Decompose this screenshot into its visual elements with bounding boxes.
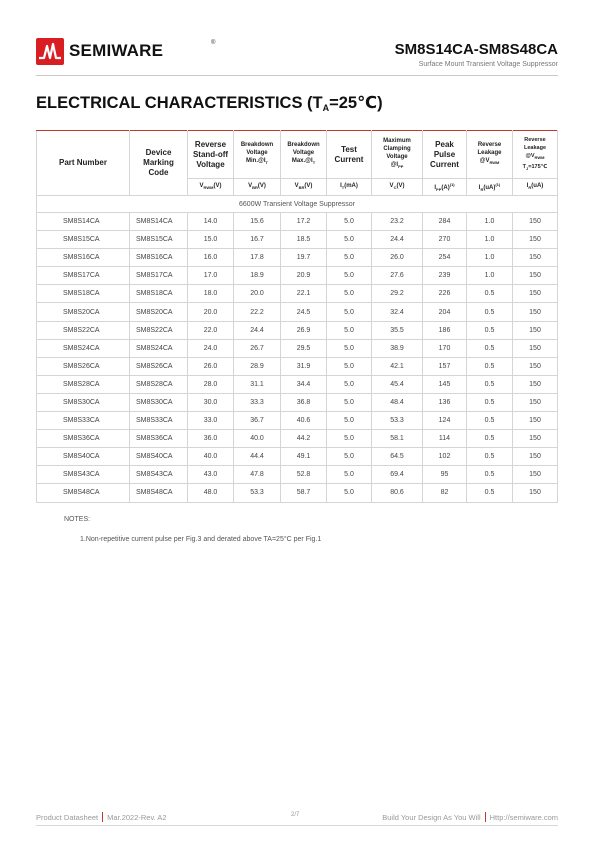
- cell-vbr-max: 24.5: [281, 303, 327, 321]
- cell-part-number: SM8S40CA: [37, 448, 130, 466]
- cell-marking-code: SM8S20CA: [130, 303, 188, 321]
- footer-website-link[interactable]: Http://semiware.com: [489, 813, 558, 822]
- cell-vbr-max: 36.8: [281, 393, 327, 411]
- document-subtitle: Surface Mount Transient Voltage Suppressor: [418, 61, 558, 68]
- table-row: [37, 339, 558, 357]
- col-breakdown-max: Breakdown Voltage $Max.@I_T$: [281, 131, 327, 179]
- cell-it: 5.0: [327, 213, 372, 231]
- cell-marking-code: SM8S33CA: [130, 412, 188, 430]
- table-row: [37, 249, 558, 267]
- cell-ipp: 254: [423, 249, 467, 267]
- unit-it: $I_T(mA)$: [327, 179, 372, 196]
- footer-separator: [485, 812, 486, 822]
- cell-vrwm: 36.0: [188, 430, 234, 448]
- document-title: SM8S14CA-SM8S48CA: [394, 41, 558, 58]
- cell-vbr-min: 15.6: [234, 213, 281, 231]
- cell-it: 5.0: [327, 339, 372, 357]
- cell-ir: 0.5: [467, 466, 513, 484]
- cell-part-number: SM8S36CA: [37, 430, 130, 448]
- cell-ipp: 157: [423, 357, 467, 375]
- cell-ir-hot: 150: [513, 285, 558, 303]
- table-row: [37, 321, 558, 339]
- cell-vc: 24.4: [372, 231, 423, 249]
- cell-vc: 53.3: [372, 412, 423, 430]
- cell-ipp: 136: [423, 393, 467, 411]
- cell-part-number: SM8S43CA: [37, 466, 130, 484]
- cell-vbr-max: 58.7: [281, 484, 327, 502]
- cell-ir-hot: 150: [513, 412, 558, 430]
- cell-part-number: SM8S18CA: [37, 285, 130, 303]
- cell-it: 5.0: [327, 267, 372, 285]
- cell-vbr-min: 18.9: [234, 267, 281, 285]
- cell-it: 5.0: [327, 249, 372, 267]
- cell-vbr-min: 47.8: [234, 466, 281, 484]
- cell-vrwm: 14.0: [188, 213, 234, 231]
- cell-vbr-min: 28.9: [234, 357, 281, 375]
- cell-vbr-min: 31.1: [234, 375, 281, 393]
- cell-ipp: 124: [423, 412, 467, 430]
- cell-ir-hot: 150: [513, 448, 558, 466]
- cell-marking-code: SM8S43CA: [130, 466, 188, 484]
- cell-vrwm: 18.0: [188, 285, 234, 303]
- cell-marking-code: SM8S15CA: [130, 231, 188, 249]
- table-row: [37, 303, 558, 321]
- electrical-characteristics-table: [36, 130, 558, 503]
- cell-ipp: 95: [423, 466, 467, 484]
- company-logo: [36, 37, 216, 65]
- cell-ir: 1.0: [467, 231, 513, 249]
- cell-ir: 1.0: [467, 213, 513, 231]
- cell-vbr-max: 49.1: [281, 448, 327, 466]
- table-row: [37, 267, 558, 285]
- cell-ir: 0.5: [467, 285, 513, 303]
- col-reverse-leakage: Reverse Leakage $@V_{RWM}$: [467, 131, 513, 179]
- cell-vc: 38.9: [372, 339, 423, 357]
- cell-ipp: 270: [423, 231, 467, 249]
- cell-vbr-min: 44.4: [234, 448, 281, 466]
- cell-vc: 27.6: [372, 267, 423, 285]
- cell-vrwm: 24.0: [188, 339, 234, 357]
- cell-part-number: SM8S48CA: [37, 484, 130, 502]
- col-max-clamping: Maximum Clamping Voltage $@I_{PP}$: [372, 131, 423, 179]
- footer-revision: Mar.2022-Rev. A2: [107, 813, 167, 822]
- cell-marking-code: SM8S40CA: [130, 448, 188, 466]
- cell-vbr-min: 17.8: [234, 249, 281, 267]
- unit-ipp: $I_{PP}(A)^{(1)}$: [423, 179, 467, 196]
- cell-marking-code: SM8S36CA: [130, 430, 188, 448]
- col-test-current: Test Current: [327, 131, 372, 179]
- unit-vrwm: $V_{RWM}(V)$: [188, 179, 234, 196]
- cell-vc: 48.4: [372, 393, 423, 411]
- cell-it: 5.0: [327, 285, 372, 303]
- cell-it: 5.0: [327, 393, 372, 411]
- table-row: [37, 285, 558, 303]
- table-row: [37, 484, 558, 502]
- cell-vrwm: 16.0: [188, 249, 234, 267]
- cell-vbr-min: 22.2: [234, 303, 281, 321]
- cell-vbr-max: 52.8: [281, 466, 327, 484]
- cell-marking-code: SM8S22CA: [130, 321, 188, 339]
- notes-title: NOTES:: [64, 516, 91, 523]
- cell-part-number: SM8S20CA: [37, 303, 130, 321]
- col-reverse-standoff: Reverse Stand-off Voltage: [188, 131, 234, 179]
- cell-vbr-max: 26.9: [281, 321, 327, 339]
- cell-ir: 1.0: [467, 267, 513, 285]
- cell-vbr-max: 19.7: [281, 249, 327, 267]
- cell-part-number: SM8S14CA: [37, 213, 130, 231]
- cell-it: 5.0: [327, 448, 372, 466]
- cell-ir: 0.5: [467, 321, 513, 339]
- cell-ipp: 284: [423, 213, 467, 231]
- cell-ir: 0.5: [467, 357, 513, 375]
- cell-vbr-min: 24.4: [234, 321, 281, 339]
- cell-ir-hot: 150: [513, 430, 558, 448]
- table-row: [37, 213, 558, 231]
- cell-ir-hot: 150: [513, 393, 558, 411]
- cell-vc: 45.4: [372, 375, 423, 393]
- cell-vbr-min: 40.0: [234, 430, 281, 448]
- cell-ir: 0.5: [467, 484, 513, 502]
- unit-ir: $I_R(uA)^{(1)}$: [467, 179, 513, 196]
- cell-vc: 35.5: [372, 321, 423, 339]
- cell-vc: 42.1: [372, 357, 423, 375]
- footer-slogan: Build Your Design As You Will: [382, 813, 481, 822]
- cell-vbr-min: 26.7: [234, 339, 281, 357]
- cell-vc: 64.5: [372, 448, 423, 466]
- cell-ipp: 226: [423, 285, 467, 303]
- cell-ir-hot: 150: [513, 303, 558, 321]
- cell-ipp: 239: [423, 267, 467, 285]
- cell-part-number: SM8S22CA: [37, 321, 130, 339]
- cell-it: 5.0: [327, 412, 372, 430]
- section-title: ELECTRICAL CHARACTERISTICS $(T_A=25℃)$: [36, 94, 383, 113]
- cell-ipp: 82: [423, 484, 467, 502]
- cell-ir: 1.0: [467, 249, 513, 267]
- table-row: [37, 430, 558, 448]
- footer-separator: [102, 812, 103, 822]
- footer-page-number: 2/7: [291, 812, 300, 818]
- cell-vc: 58.1: [372, 430, 423, 448]
- cell-vbr-max: 20.9: [281, 267, 327, 285]
- cell-part-number: SM8S16CA: [37, 249, 130, 267]
- cell-part-number: SM8S30CA: [37, 393, 130, 411]
- cell-ir: 0.5: [467, 393, 513, 411]
- cell-vbr-max: 40.6: [281, 412, 327, 430]
- page-footer: [36, 812, 558, 824]
- cell-marking-code: SM8S26CA: [130, 357, 188, 375]
- cell-vrwm: 43.0: [188, 466, 234, 484]
- cell-marking-code: SM8S17CA: [130, 267, 188, 285]
- cell-vc: 80.6: [372, 484, 423, 502]
- cell-marking-code: SM8S28CA: [130, 375, 188, 393]
- logo-mark-icon: [36, 38, 64, 65]
- cell-vbr-max: 44.2: [281, 430, 327, 448]
- header-divider: [36, 75, 558, 76]
- cell-it: 5.0: [327, 321, 372, 339]
- cell-vbr-max: 22.1: [281, 285, 327, 303]
- cell-vbr-min: 33.3: [234, 393, 281, 411]
- cell-vrwm: 26.0: [188, 357, 234, 375]
- cell-ipp: 102: [423, 448, 467, 466]
- cell-it: 5.0: [327, 484, 372, 502]
- cell-vrwm: 15.0: [188, 231, 234, 249]
- cell-part-number: SM8S24CA: [37, 339, 130, 357]
- cell-vbr-max: 31.9: [281, 357, 327, 375]
- cell-part-number: SM8S17CA: [37, 267, 130, 285]
- cell-vc: 26.0: [372, 249, 423, 267]
- cell-vbr-max: 29.5: [281, 339, 327, 357]
- cell-it: 5.0: [327, 303, 372, 321]
- cell-ir-hot: 150: [513, 213, 558, 231]
- table-row: [37, 448, 558, 466]
- cell-part-number: SM8S33CA: [37, 412, 130, 430]
- footer-divider: [36, 825, 558, 826]
- logo-text: SEMIWARE: [69, 41, 164, 60]
- cell-marking-code: SM8S30CA: [130, 393, 188, 411]
- cell-vrwm: 20.0: [188, 303, 234, 321]
- table-group-label: 6600W Transient Voltage Suppressor: [37, 196, 558, 213]
- table-row: [37, 466, 558, 484]
- col-peak-pulse: Peak Pulse Current: [423, 131, 467, 179]
- cell-vc: 69.4: [372, 466, 423, 484]
- cell-it: 5.0: [327, 466, 372, 484]
- cell-ipp: 170: [423, 339, 467, 357]
- cell-vc: 29.2: [372, 285, 423, 303]
- cell-ir-hot: 150: [513, 249, 558, 267]
- cell-vrwm: 40.0: [188, 448, 234, 466]
- cell-vrwm: 33.0: [188, 412, 234, 430]
- cell-ir: 0.5: [467, 430, 513, 448]
- registered-mark: ®: [211, 40, 216, 46]
- unit-ir-hot: $I_R(uA)$: [513, 179, 558, 196]
- cell-vc: 32.4: [372, 303, 423, 321]
- cell-it: 5.0: [327, 357, 372, 375]
- cell-vc: 23.2: [372, 213, 423, 231]
- cell-ipp: 186: [423, 321, 467, 339]
- cell-ir-hot: 150: [513, 231, 558, 249]
- cell-vbr-max: 34.4: [281, 375, 327, 393]
- col-reverse-leakage-hot: Reverse Leakage $@V_{RWM}$ $T_J=175℃$: [513, 131, 558, 179]
- cell-ir-hot: 150: [513, 357, 558, 375]
- table-row: [37, 231, 558, 249]
- col-breakdown-min: Breakdown Voltage $Min.@I_T$: [234, 131, 281, 179]
- cell-ir-hot: 150: [513, 267, 558, 285]
- col-part-number: Part Number: [37, 131, 130, 196]
- cell-vrwm: 22.0: [188, 321, 234, 339]
- cell-vbr-max: 18.5: [281, 231, 327, 249]
- cell-vbr-max: 17.2: [281, 213, 327, 231]
- cell-ir-hot: 150: [513, 321, 558, 339]
- col-device-marking: Device Marking Code: [130, 131, 188, 196]
- cell-ir: 0.5: [467, 375, 513, 393]
- cell-vrwm: 48.0: [188, 484, 234, 502]
- cell-vbr-min: 16.7: [234, 231, 281, 249]
- cell-ir: 0.5: [467, 339, 513, 357]
- table-row: [37, 357, 558, 375]
- cell-vbr-min: 53.3: [234, 484, 281, 502]
- table-row: [37, 393, 558, 411]
- cell-vrwm: 17.0: [188, 267, 234, 285]
- cell-marking-code: SM8S48CA: [130, 484, 188, 502]
- cell-marking-code: SM8S24CA: [130, 339, 188, 357]
- cell-vrwm: 28.0: [188, 375, 234, 393]
- note-item: 1.Non-repetitive current pulse per Fig.3 and derated above TA=25°C per Fig.1: [80, 536, 322, 543]
- unit-vbr-max: $V_{BR}(V)$: [281, 179, 327, 196]
- unit-vbr-min: $V_{BR}(V)$: [234, 179, 281, 196]
- cell-ir: 0.5: [467, 303, 513, 321]
- cell-ipp: 114: [423, 430, 467, 448]
- cell-ir-hot: 150: [513, 466, 558, 484]
- table-row: [37, 375, 558, 393]
- cell-ir-hot: 150: [513, 339, 558, 357]
- cell-it: 5.0: [327, 430, 372, 448]
- cell-ir-hot: 150: [513, 375, 558, 393]
- table-row: [37, 412, 558, 430]
- cell-ipp: 145: [423, 375, 467, 393]
- cell-it: 5.0: [327, 375, 372, 393]
- cell-ir: 0.5: [467, 412, 513, 430]
- cell-ipp: 204: [423, 303, 467, 321]
- cell-marking-code: SM8S18CA: [130, 285, 188, 303]
- cell-vrwm: 30.0: [188, 393, 234, 411]
- cell-vbr-min: 20.0: [234, 285, 281, 303]
- cell-part-number: SM8S28CA: [37, 375, 130, 393]
- unit-vc: $V_C(V)$: [372, 179, 423, 196]
- cell-marking-code: SM8S14CA: [130, 213, 188, 231]
- footer-doc-type: Product Datasheet: [36, 813, 99, 822]
- cell-vbr-min: 36.7: [234, 412, 281, 430]
- cell-part-number: SM8S15CA: [37, 231, 130, 249]
- cell-it: 5.0: [327, 231, 372, 249]
- cell-marking-code: SM8S16CA: [130, 249, 188, 267]
- cell-part-number: SM8S26CA: [37, 357, 130, 375]
- cell-ir-hot: 150: [513, 484, 558, 502]
- cell-ir: 0.5: [467, 448, 513, 466]
